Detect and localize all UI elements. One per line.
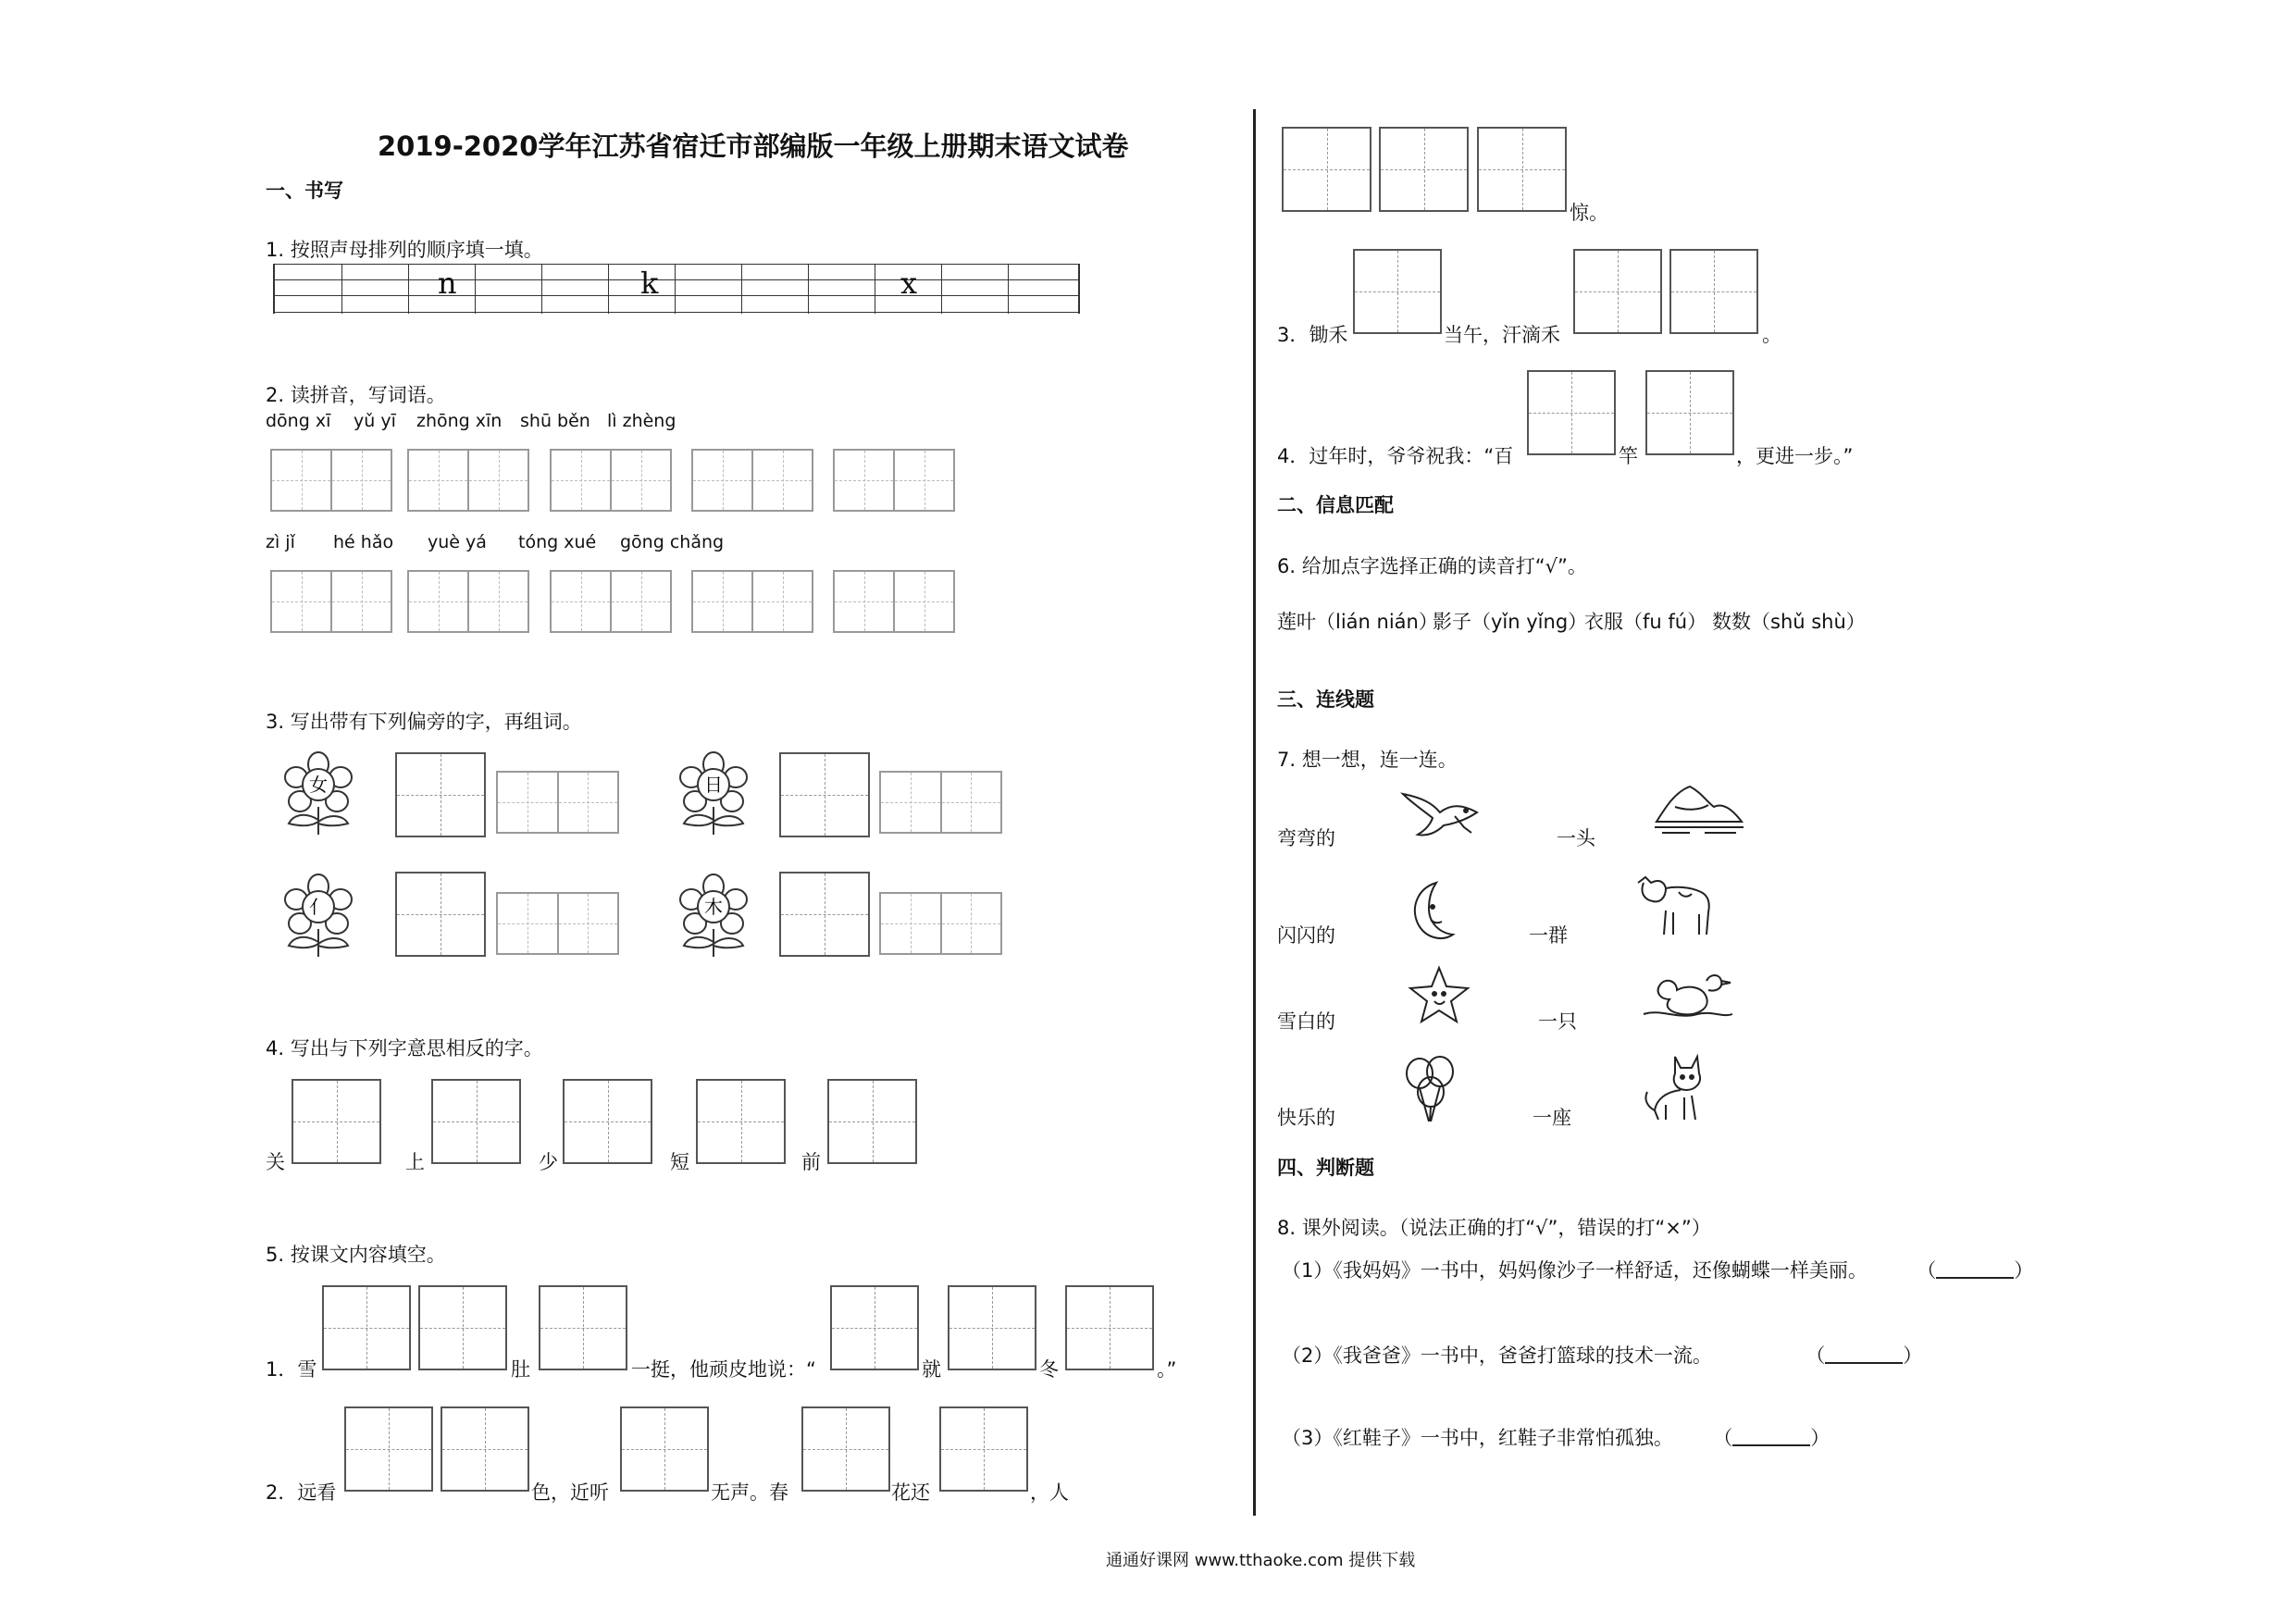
q1-four-line-staff[interactable]: [273, 264, 1080, 314]
q5-answer-box[interactable]: [1645, 370, 1734, 455]
q1-letter-x: x: [900, 266, 918, 301]
q3-word-box[interactable]: [879, 892, 1002, 955]
q4-answer-box[interactable]: [431, 1079, 521, 1164]
q7-left-item[interactable]: 弯弯的: [1277, 827, 1335, 849]
q5-line4-text: 4．过年时，爷爷祝我：“百: [1277, 445, 1514, 467]
duck-icon[interactable]: [1642, 962, 1734, 1023]
q5-line3-text: 当午，汗滴禾: [1444, 324, 1560, 346]
q7-measure-word[interactable]: 一座: [1533, 1107, 1571, 1129]
q2-pinyin: dōng xī: [266, 411, 331, 431]
cow-icon[interactable]: [1632, 870, 1716, 940]
q1-letter-n: n: [438, 266, 457, 301]
radical-label: 女: [309, 774, 328, 796]
q5-line1-text: 1．雪: [266, 1358, 317, 1381]
q2-answer-box[interactable]: [407, 449, 529, 512]
q1-prompt: 1. 按照声母排列的顺序填一填。: [266, 239, 543, 261]
q8-close-paren: ）: [1810, 1427, 1831, 1449]
mountain-icon[interactable]: [1653, 779, 1745, 838]
q5-line3-text: 3．锄禾: [1277, 324, 1348, 346]
q3-char-box[interactable]: [395, 752, 486, 837]
q5-line1-text: 肚: [511, 1358, 530, 1381]
q5-line1-text: 就: [922, 1358, 941, 1381]
q4-char: 前: [801, 1151, 821, 1173]
q4-char: 少: [539, 1151, 558, 1173]
q2-pinyin: zhōng xīn: [416, 411, 503, 431]
flower-icon: [671, 873, 756, 959]
q5-answer-box[interactable]: [1353, 249, 1442, 334]
q8-open-paren: （: [1806, 1344, 1826, 1367]
section-3-heading: 三、连线题: [1277, 688, 1374, 711]
q2-answer-box[interactable]: [550, 449, 672, 512]
q5-answer-box[interactable]: [344, 1406, 433, 1492]
q7-prompt: 7. 想一想，连一连。: [1277, 749, 1458, 771]
q8-statement: [1282, 1423, 1830, 1451]
q5-answer-box[interactable]: [1669, 249, 1758, 334]
q3-word-box[interactable]: [496, 892, 619, 955]
q5-line1-text: 冬: [1039, 1358, 1059, 1381]
section-1-heading: 一、书写: [266, 180, 343, 202]
q6-item: 莲叶（lián nián）: [1277, 611, 1438, 633]
q5-answer-box[interactable]: [322, 1285, 411, 1370]
radical-label: 亻: [309, 896, 328, 918]
q8-statement-text: （3）《红鞋子》一书中，红鞋子非常怕孤独。: [1282, 1427, 1673, 1449]
cat-icon[interactable]: [1638, 1049, 1712, 1123]
flower-icon: [671, 751, 756, 836]
radical-label: 木: [704, 896, 723, 918]
q7-left-item[interactable]: 闪闪的: [1277, 924, 1335, 947]
q3-char-box[interactable]: [395, 872, 486, 957]
q2-answer-box[interactable]: [833, 570, 955, 633]
q7-left-item[interactable]: 雪白的: [1277, 1010, 1335, 1033]
q5-line2-text: ，人: [1030, 1481, 1069, 1504]
q7-measure-word[interactable]: 一只: [1538, 1010, 1577, 1033]
q4-answer-box[interactable]: [827, 1079, 917, 1164]
q5-line1-text: 一挺，他顽皮地说：“: [631, 1358, 816, 1381]
q5-line2-text: 花还: [891, 1481, 930, 1504]
q2-answer-box[interactable]: [270, 449, 392, 512]
q8-open-paren: （: [1917, 1259, 1937, 1282]
q6-prompt: 6. 给加点字选择正确的读音打“√”。: [1277, 555, 1587, 577]
q5-line2-text: 2．远看: [266, 1481, 337, 1504]
q2-pinyin: lì zhèng: [607, 411, 676, 431]
q8-answer-blank[interactable]: [1825, 1349, 1903, 1364]
q2-pinyin: yǔ yī: [354, 411, 396, 431]
q5-prompt: 5. 按课文内容填空。: [266, 1244, 446, 1266]
q6-item: 数数（shǔ shù）: [1712, 611, 1866, 633]
q5-answer-box[interactable]: [1379, 127, 1469, 212]
q4-answer-box[interactable]: [563, 1079, 652, 1164]
q5-answer-box[interactable]: [830, 1285, 919, 1370]
q2-pinyin: tóng xué: [518, 532, 597, 552]
q4-char: 上: [405, 1151, 425, 1173]
q5-answer-box[interactable]: [441, 1406, 529, 1492]
q4-char: 短: [670, 1151, 689, 1173]
q4-char: 关: [266, 1151, 285, 1173]
q2-answer-box[interactable]: [691, 570, 813, 633]
q8-close-paren: ）: [2014, 1259, 2034, 1282]
q5-line1-text: 。”: [1157, 1358, 1177, 1381]
q3-word-box[interactable]: [496, 771, 619, 834]
q8-statement-text: （2）《我爸爸》一书中，爸爸打篮球的技术一流。: [1282, 1344, 1712, 1367]
q5-line4-text: 竿: [1619, 445, 1638, 467]
page-title: 2019-2020学年江苏省宿迁市部编版一年级上册期末语文试卷: [378, 130, 1129, 162]
q8-answer-blank[interactable]: [1732, 1431, 1810, 1446]
q2-answer-box[interactable]: [407, 570, 529, 633]
q5-answer-box[interactable]: [1065, 1285, 1154, 1370]
q1-letter-k: k: [640, 266, 659, 301]
q2-answer-box[interactable]: [550, 570, 672, 633]
q7-measure-word[interactable]: 一群: [1529, 924, 1568, 947]
q2-pinyin: yuè yá: [428, 532, 487, 552]
q5-answer-box[interactable]: [418, 1285, 507, 1370]
q6-item: 衣服（fu fú）: [1584, 611, 1707, 633]
bird-icon[interactable]: [1399, 785, 1483, 840]
q2-answer-box[interactable]: [691, 449, 813, 512]
section-4-heading: 四、判断题: [1277, 1157, 1374, 1179]
q2-pinyin: gōng chǎng: [620, 532, 725, 552]
q5-line4-text: ，更进一步。”: [1736, 445, 1854, 467]
flower-icon: [276, 873, 361, 959]
q8-prompt: 8. 课外阅读。（说法正确的打“√”，错误的打“×”）: [1277, 1217, 1711, 1239]
q5-answer-box[interactable]: [801, 1406, 890, 1492]
q4-answer-box[interactable]: [292, 1079, 381, 1164]
section-2-heading: 二、信息匹配: [1277, 494, 1394, 516]
star-icon[interactable]: [1407, 964, 1471, 1025]
moon-icon[interactable]: [1405, 879, 1460, 944]
q5-line2-text: 无声。春: [711, 1481, 788, 1504]
q8-open-paren: （: [1713, 1427, 1733, 1449]
q3-word-box[interactable]: [879, 771, 1002, 834]
q8-answer-blank[interactable]: [1936, 1264, 2014, 1279]
column-divider: [1253, 109, 1256, 1516]
q5-line2-text: 色，近听: [531, 1481, 609, 1504]
q8-statement: [1282, 1256, 2033, 1283]
q3-char-box[interactable]: [779, 752, 870, 837]
q5-answer-box[interactable]: [539, 1285, 627, 1370]
q5-answer-box[interactable]: [939, 1406, 1028, 1492]
q5-line3-text: 。: [1762, 324, 1781, 346]
q5-answer-box[interactable]: [620, 1406, 709, 1492]
q8-close-paren: ）: [1903, 1344, 1923, 1367]
balloon-icon[interactable]: [1397, 1055, 1462, 1125]
q8-statement: [1282, 1341, 1922, 1369]
q2-pinyin: zì jǐ: [266, 532, 295, 552]
q4-prompt: 4. 写出与下列字意思相反的字。: [266, 1037, 543, 1059]
q4-answer-box[interactable]: [696, 1079, 786, 1164]
q7-left-item[interactable]: 快乐的: [1277, 1107, 1335, 1129]
q2-prompt: 2. 读拼音，写词语。: [266, 384, 446, 406]
flower-icon: [276, 751, 361, 836]
radical-label: 日: [704, 774, 723, 796]
q6-item: 影子（yǐn yǐng）: [1433, 611, 1588, 633]
q5-answer-box[interactable]: [1573, 249, 1662, 334]
page-footer: 通通好课网 www.tthaoke.com 提供下载: [1106, 1551, 1416, 1570]
q2-answer-box[interactable]: [833, 449, 955, 512]
q5-answer-box[interactable]: [948, 1285, 1036, 1370]
q3-prompt: 3. 写出带有下列偏旁的字，再组词。: [266, 711, 582, 733]
q2-answer-box[interactable]: [270, 570, 392, 633]
q8-statement-text: （1）《我妈妈》一书中，妈妈像沙子一样舒适，还像蝴蝶一样美丽。: [1282, 1259, 1868, 1282]
q5-answer-box[interactable]: [1477, 127, 1567, 212]
q5-answer-box[interactable]: [1282, 127, 1371, 212]
q2-pinyin: hé hǎo: [333, 532, 394, 552]
q7-measure-word[interactable]: 一头: [1557, 827, 1595, 849]
q5-answer-box[interactable]: [1527, 370, 1616, 455]
q2-pinyin: shū běn: [520, 411, 590, 431]
q5-line1-end: 惊。: [1570, 202, 1608, 224]
q3-char-box[interactable]: [779, 872, 870, 957]
